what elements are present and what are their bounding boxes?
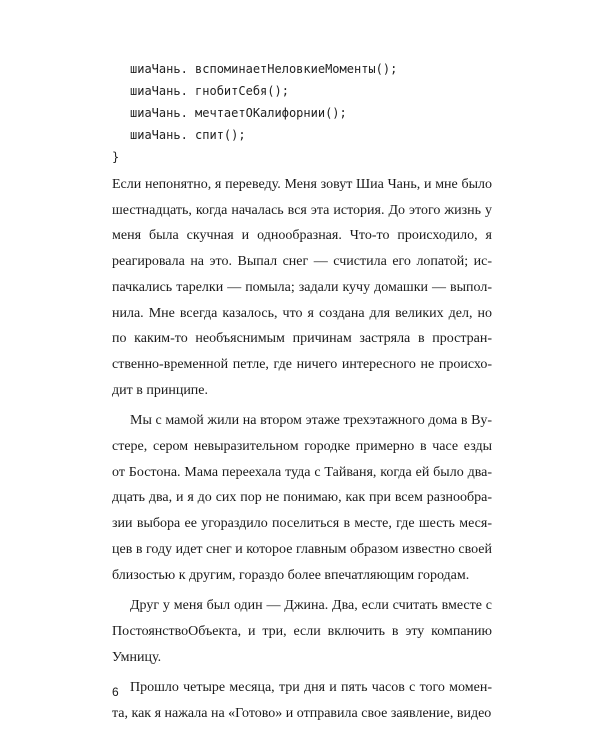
body-text (112, 172, 492, 727)
code-line: шиаЧань. спит(); (130, 128, 246, 142)
code-line: шиаЧань. вспоминаетНеловкиеМоменты(); (130, 62, 398, 76)
code-line: шиаЧань. гнобитСебя(); (130, 84, 289, 98)
code-closing-brace: } (112, 150, 120, 164)
page-number: 6 (112, 685, 119, 699)
paragraph: Мы с мамой жили на втором этаже трехэтажного дома в Вустере, сером невыразительном городке примерно в часе езды от Бостона. Мама переехала туда с Тайваня, когда ей было двадцать два, и я до сих пор не понимаю, как при всем разнообразии выбора ее угораздило поселиться в месте, где шесть месяцев в году идет снег и которое главным образом известно своей близостью к другим, гораздо более впечатляющим городам. (112, 413, 492, 583)
paragraph: Друг у меня был один — Джина. Два, если считать вместе с ПостоянствоОбъекта, и три, если включить в эту компанию Умницу. (112, 598, 492, 665)
code-line: шиаЧань. мечтаетОКалифорнии(); (130, 106, 347, 120)
paragraph: Прошло четыре месяца, три дня и пять часов с того момента, как я нажала на «Готово» и отправила свое заявление, видео (112, 680, 492, 722)
paragraph: Если непонятно, я переведу. Меня зовут Шиа Чань, и мне было шестнадцать, когда началась вся эта история. До этого жизнь у меня была скучная и однообразная. Что-то происходило, я реагировала на это. Выпал снег — счистила его лопатой; испачкались тарелки — помыла; задали кучу домашки — выполнила. Мне всегда казалось, что я создана для великих дел, но по каким-то необъяснимым причинам застряла в пространственно-временной петле, где ничего интересного не происходит в принципе. (112, 177, 492, 398)
code-block (112, 58, 397, 168)
